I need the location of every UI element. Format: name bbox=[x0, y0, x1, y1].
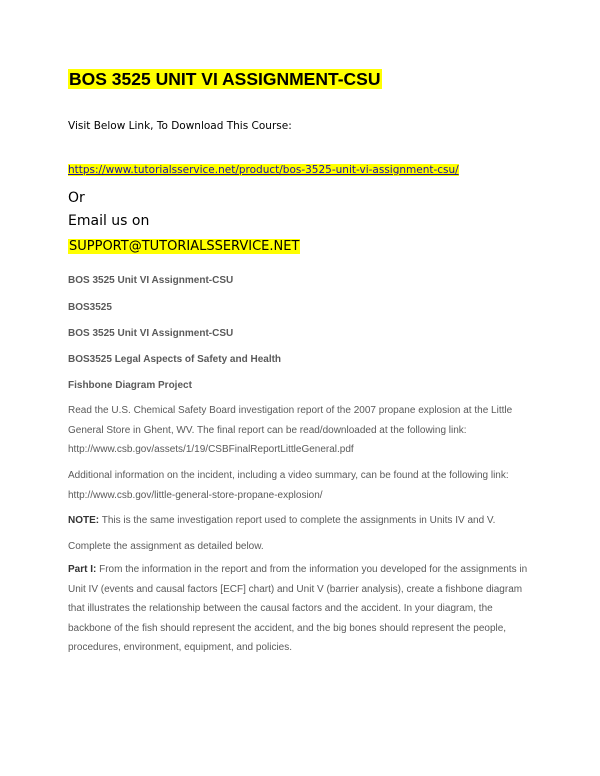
heading-assignment: BOS 3525 Unit VI Assignment-CSU bbox=[68, 275, 234, 286]
paragraph-read-report: Read the U.S. Chemical Safety Board investigation report of the 2007 propane explosion at the Little General Store in Ghent, WV. The final report can be read/downloaded at the following link: http://www.csb.gov/assets/1/19/CSBFinalReportLittleGeneral.pdf bbox=[68, 405, 513, 455]
document-title bbox=[68, 69, 382, 89]
support-email-line bbox=[68, 238, 300, 256]
heading-course-code: BOS3525 bbox=[68, 302, 112, 313]
note-text: This is the same investigation report used to complete the assignments in Units IV and V. bbox=[99, 515, 496, 526]
support-email[interactable]: SUPPORT@TUTORIALSSERVICE.NET bbox=[69, 239, 300, 254]
email-label: Email us on bbox=[68, 213, 150, 229]
visit-instruction: Visit Below Link, To Download This Course: bbox=[68, 120, 292, 132]
paragraph-complete: Complete the assignment as detailed below. bbox=[68, 541, 264, 552]
heading-assignment-repeat: BOS 3525 Unit VI Assignment-CSU bbox=[68, 328, 234, 339]
paragraph-part-one bbox=[68, 560, 538, 658]
course-link-line bbox=[68, 163, 459, 177]
document-title-text: BOS 3525 UNIT VI ASSIGNMENT-CSU bbox=[69, 69, 381, 89]
or-text: Or bbox=[68, 190, 85, 206]
part-one-label: Part I: bbox=[68, 564, 97, 575]
note-label: NOTE: bbox=[68, 515, 100, 526]
heading-project: Fishbone Diagram Project bbox=[68, 380, 192, 391]
heading-course-name: BOS3525 Legal Aspects of Safety and Health bbox=[68, 354, 282, 365]
course-link[interactable]: https://www.tutorialsservice.net/product/bos-3525-unit-vi-assignment-csu/ bbox=[68, 164, 459, 176]
paragraph-additional-info: Additional information on the incident, including a video summary, can be found at the following link: http://www.csb.gov/little-general-store-propane-explosion/ bbox=[68, 470, 509, 501]
paragraph-note bbox=[68, 511, 538, 531]
part-one-text: From the information in the report and from the information you developed for the assignments in Unit IV (events and causal factors [ECF] chart) and Unit V (barrier analysis), create a fishbone diagram that illustrates the relationship between the causal factors and the accident. In your diagram, the backbone of the fish should represent the accident, and the big bones should represent the people, procedures, environment, equipment, and policies. bbox=[68, 564, 528, 653]
